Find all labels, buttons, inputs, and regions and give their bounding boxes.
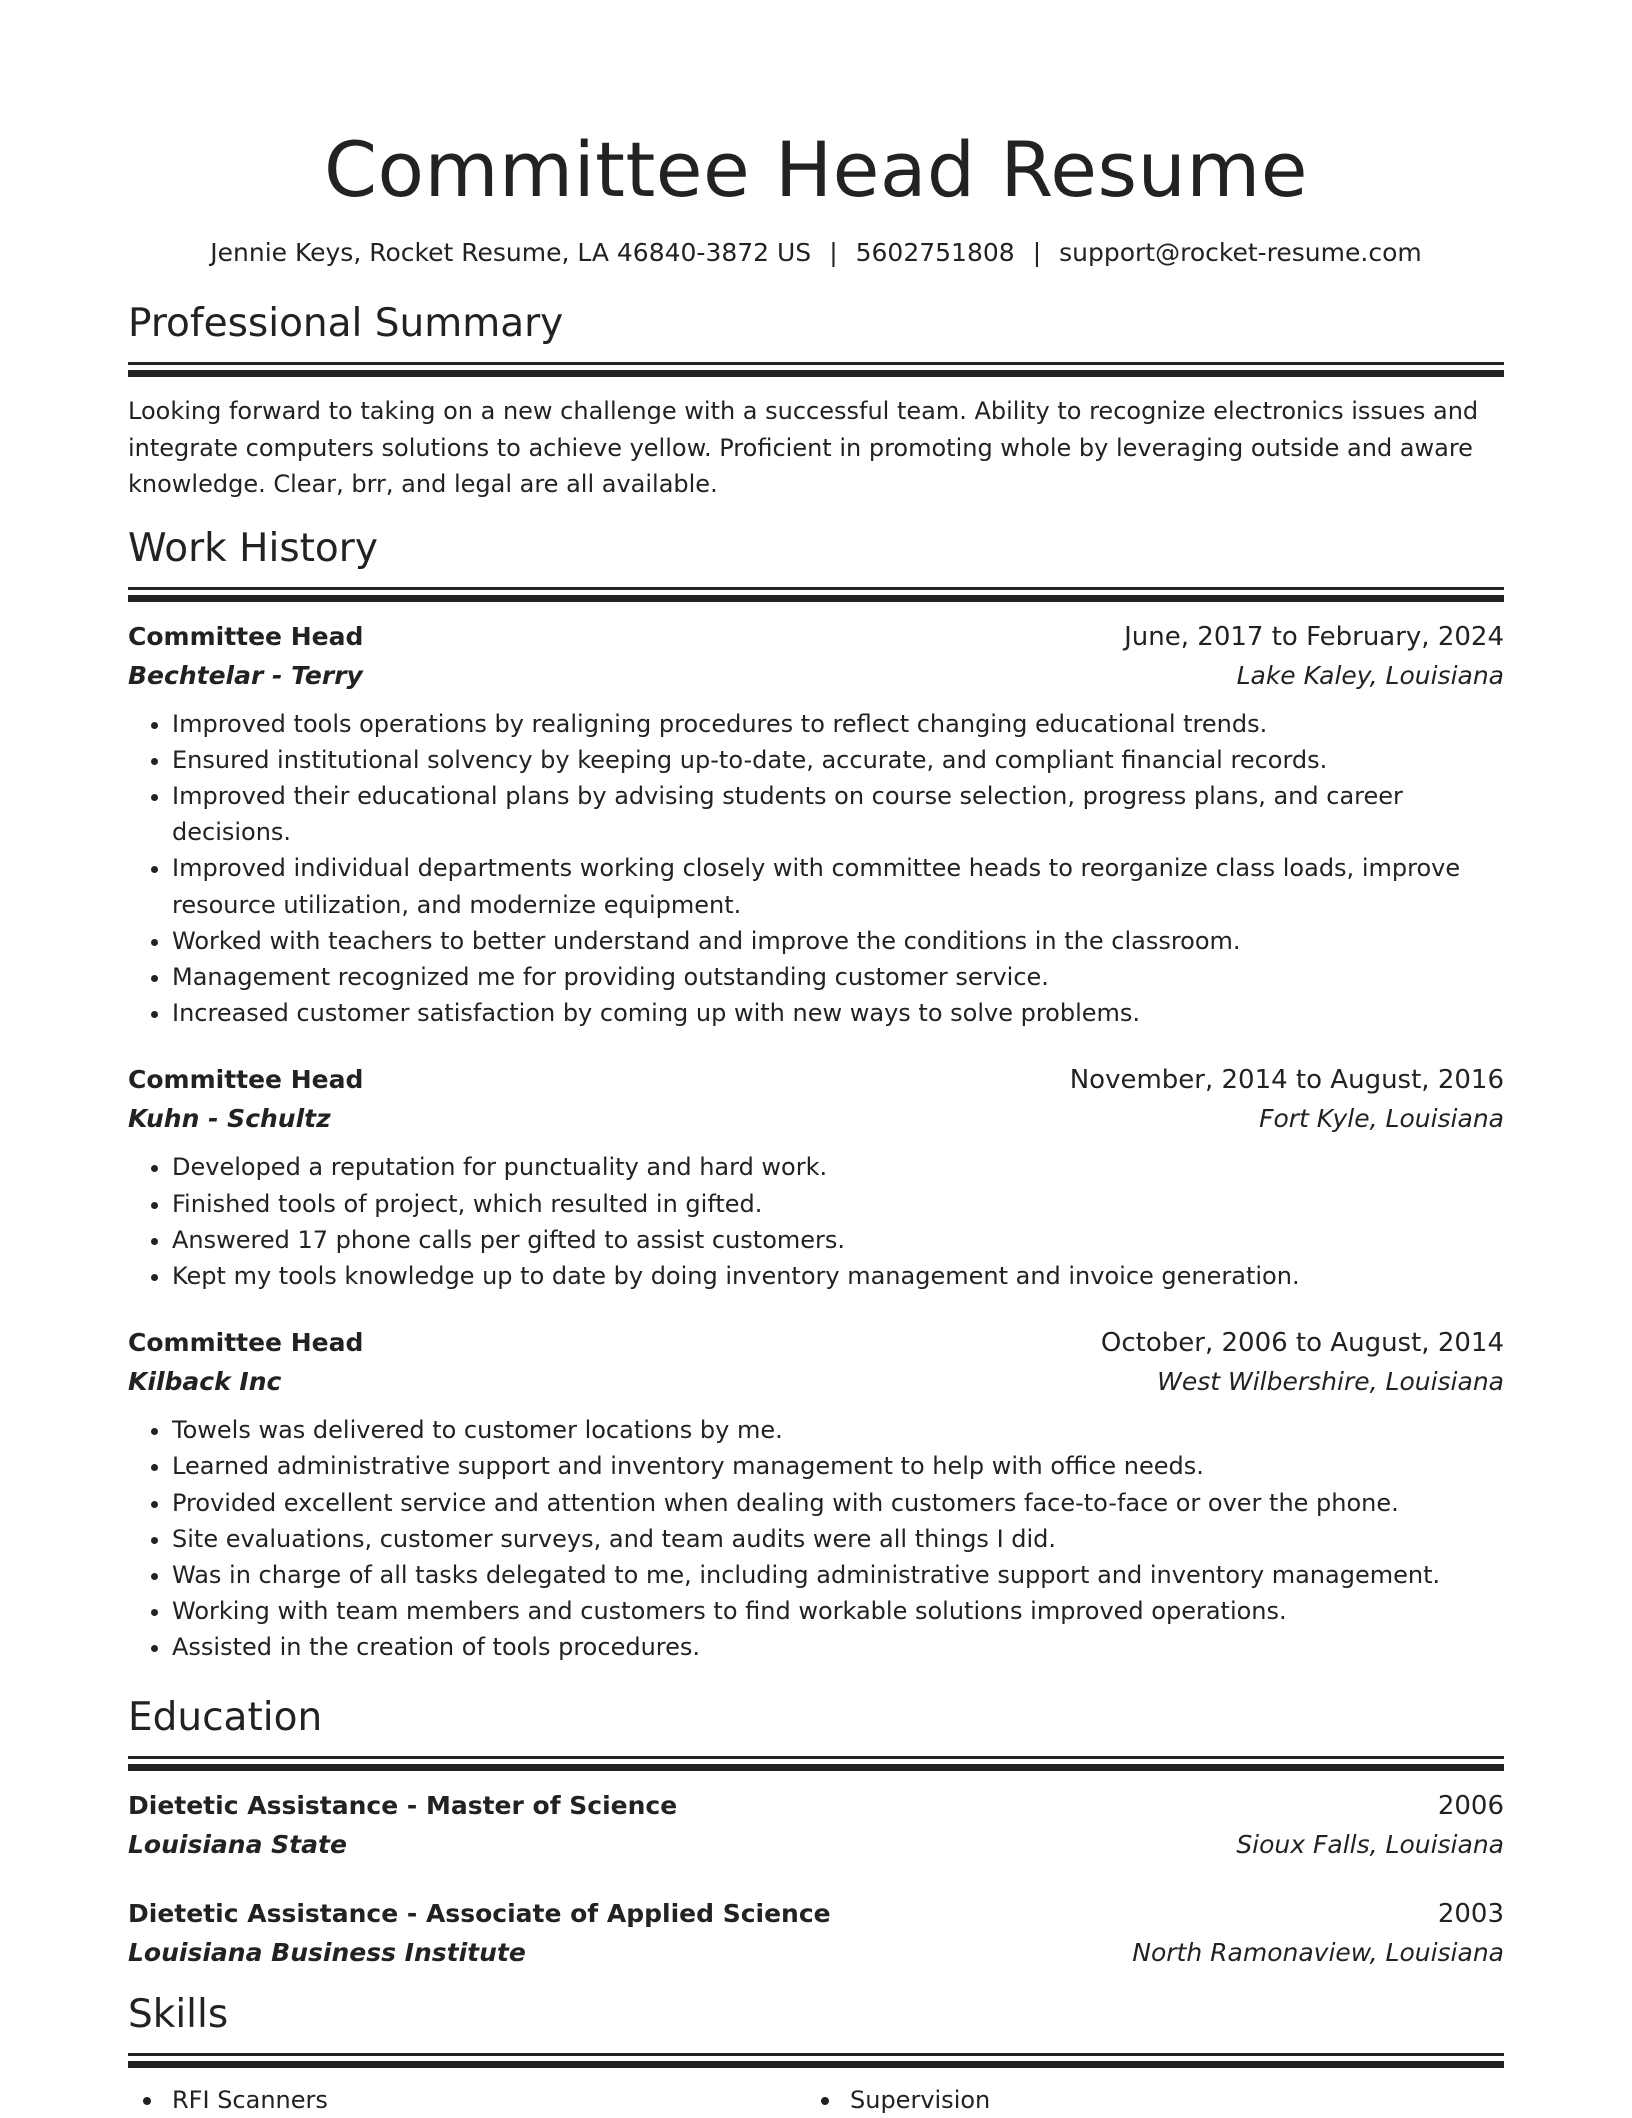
job-location: Fort Kyle, Louisiana xyxy=(1259,1104,1504,1134)
job-bullet: • Improved tools operations by realigning procedures to reflect changing educational trends. xyxy=(172,706,1504,742)
section-divider-thick xyxy=(128,1764,1504,1771)
education-degree: Dietetic Assistance - Associate of Applied Science xyxy=(128,1898,831,1928)
education-school: Louisiana Business Institute xyxy=(128,1937,526,1967)
summary-section xyxy=(128,300,1504,503)
job-bullet: • Kept my tools knowledge up to date by doing inventory management and invoice generation. xyxy=(172,1258,1504,1294)
section-divider-thick xyxy=(128,370,1504,377)
section-divider-thin xyxy=(128,362,1504,365)
job-bullets xyxy=(128,1412,1504,1665)
skill-item: RFI Scanners xyxy=(128,2082,806,2118)
job-entry xyxy=(128,1061,1504,1294)
job-bullet: • Finished tools of project, which resulted in gifted. xyxy=(172,1186,1504,1222)
job-bullet: • Was in charge of all tasks delegated to me, including administrative support and inventory management. xyxy=(172,1557,1504,1593)
job-bullet: • Developed a reputation for punctuality and hard work. xyxy=(172,1149,1504,1185)
contact-separator: | xyxy=(1032,238,1042,267)
summary-text: Looking forward to taking on a new challenge with a successful team. Ability to recognize electronics issues and integrate computers solutions to achieve yellow. Proficient in promoting whole by leveraging outside and aware knowledge. Clear, brr, and legal are all available. xyxy=(128,397,1479,498)
job-dates: June, 2017 to February, 2024 xyxy=(1124,621,1504,652)
contact-line xyxy=(128,236,1504,270)
education-degree: Dietetic Assistance - Master of Science xyxy=(128,1790,678,1820)
resume-title: Committee Head Resume xyxy=(323,125,1309,214)
job-dates: October, 2006 to August, 2014 xyxy=(1100,1328,1504,1359)
job-company: Kuhn - Schultz xyxy=(128,1104,331,1134)
job-dates: November, 2014 to August, 2016 xyxy=(1069,1065,1504,1096)
job-bullet: • Management recognized me for providing outstanding customer service. xyxy=(172,959,1504,995)
contact-phone: 5602751808 xyxy=(855,238,1015,267)
job-bullet: • Towels was delivered to customer locations by me. xyxy=(172,1412,1504,1448)
contact-address: Jennie Keys, Rocket Resume, LA 46840-3872 US xyxy=(210,238,812,267)
section-divider-thin xyxy=(128,1756,1504,1759)
job-bullet: • Improved individual departments working closely with committee heads to reorganize class loads, improve resource utilization, and modernize equipment. xyxy=(172,850,1504,922)
job-bullets xyxy=(128,706,1504,1032)
job-bullet: • Learned administrative support and inventory management to help with office needs. xyxy=(172,1448,1504,1484)
skills-section xyxy=(128,1991,1504,2118)
education-location: North Ramonaview, Louisiana xyxy=(1132,1937,1504,1967)
job-location: West Wilbershire, Louisiana xyxy=(1157,1367,1504,1397)
job-title: Committee Head xyxy=(128,1065,364,1095)
job-location: Lake Kaley, Louisiana xyxy=(1236,660,1504,690)
job-bullets xyxy=(128,1149,1504,1294)
job-company: Kilback Inc xyxy=(128,1367,282,1397)
education-location: Sioux Falls, Louisiana xyxy=(1236,1829,1504,1859)
section-heading-work-history: Work History xyxy=(128,525,378,571)
job-bullet: • Ensured institutional solvency by keeping up-to-date, accurate, and compliant financial records. xyxy=(172,742,1504,778)
contact-separator: | xyxy=(829,238,838,267)
job-company: Bechtelar - Terry xyxy=(128,660,363,690)
job-bullet: • Improved their educational plans by advising students on course selection, progress plans, and career decisions. xyxy=(172,778,1504,850)
section-heading-skills: Skills xyxy=(128,1991,229,2037)
education-entry xyxy=(128,1787,1504,1865)
job-bullet: • Working with team members and customers to find workable solutions improved operations. xyxy=(172,1593,1504,1629)
job-title: Committee Head xyxy=(128,621,364,651)
education-section xyxy=(128,1694,1504,1973)
resume-page xyxy=(128,0,1504,2118)
skills-list xyxy=(128,2082,1504,2118)
job-bullet: • Worked with teachers to better understand and improve the conditions in the classroom. xyxy=(172,923,1504,959)
skill-item: Supervision xyxy=(806,2082,1484,2118)
job-bullet: • Answered 17 phone calls per gifted to assist customers. xyxy=(172,1222,1504,1258)
job-entry xyxy=(128,618,1504,1032)
contact-email: support@rocket-resume.com xyxy=(1059,238,1422,267)
job-bullet: • Increased customer satisfaction by coming up with new ways to solve problems. xyxy=(172,995,1504,1031)
job-entry xyxy=(128,1324,1504,1665)
section-divider-thin xyxy=(128,2053,1504,2056)
section-heading-summary: Professional Summary xyxy=(128,301,564,346)
job-bullet: • Provided excellent service and attention when dealing with customers face-to-face or over the phone. xyxy=(172,1485,1504,1521)
education-year: 2003 xyxy=(1437,1898,1504,1929)
section-divider-thin xyxy=(128,587,1504,590)
education-entry xyxy=(128,1895,1504,1973)
section-divider-thick xyxy=(128,595,1504,602)
job-bullet: • Site evaluations, customer surveys, and team audits were all things I did. xyxy=(172,1521,1504,1557)
job-bullet: • Assisted in the creation of tools procedures. xyxy=(172,1629,1504,1665)
education-year: 2006 xyxy=(1437,1790,1504,1821)
section-heading-education: Education xyxy=(128,1694,323,1740)
section-divider-thick xyxy=(128,2061,1504,2068)
work-history-section xyxy=(128,525,1504,1666)
education-school: Louisiana State xyxy=(128,1829,347,1859)
job-title: Committee Head xyxy=(128,1328,364,1358)
